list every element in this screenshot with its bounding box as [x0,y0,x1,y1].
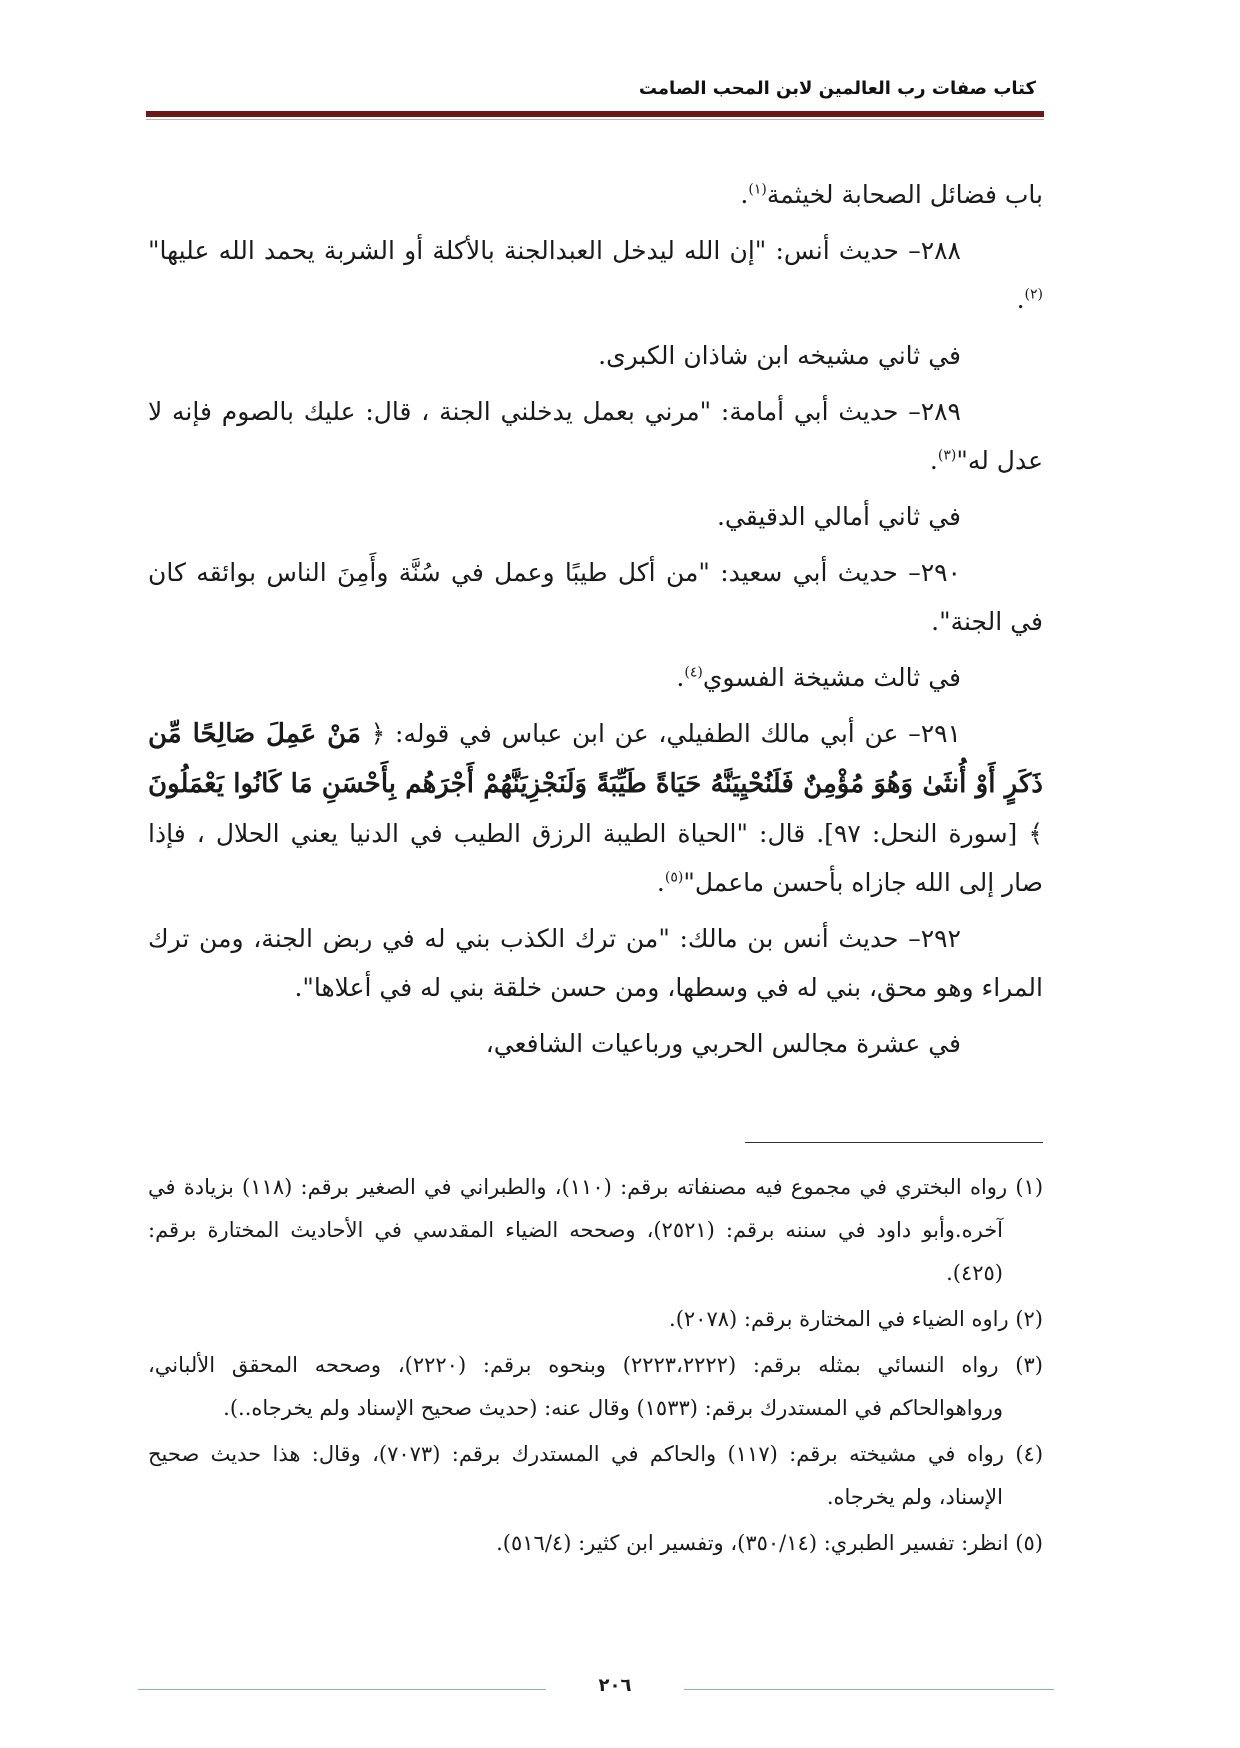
main-text [148,170,1043,1075]
footer-rule-right [684,1689,1054,1690]
hadith-text: ﴾ [سورة النحل: ٩٧]. قال: "الحياة الطيبة الرزق الطيب في الدنيا يعني الحلال ، فإذا صار إلى الله جازاه بأحسن ماعمل" [148,819,1043,897]
footnote-4: (٤) رواه في مشيخته برقم: (١١٧) والحاكم في المستدرك برقم: (٧٠٧٣)، وقال: هذا حديث صحيح الإسناد، ولم يخرجاه. [148,1442,1044,1509]
footnote-ref: (٥) [664,869,684,886]
header-rule [146,111,1044,117]
source-292: في عشرة مجالس الحربي ورباعيات الشافعي، [485,1029,961,1058]
hadith-text: ٢٨٩– حديث أبي أمامة: "مرني بعمل يدخلني الجنة ، قال: عليك بالصوم فإنه لا عدل له" [148,397,1043,475]
chapter-heading-text: باب فضائل الصحابة لخيثمة [766,180,1043,209]
hadith-292: ٢٩٢– حديث أنس بن مالك: "من ترك الكذب بني له في ربض الجنة، ومن ترك المراء وهو محق، بني له في وسطها، ومن حسن خلقة بني له في أعلاها". [148,924,1043,1002]
chapter-heading: باب فضائل الصحابة لخيثمة$^{(١)}$. [740,180,1043,209]
footnote-5: (٥) انظر: تفسير الطبري: (٣٥٠/١٤)، وتفسير ابن كثير: (٥١٦/٤). [496,1531,1043,1555]
hadith-text: ٢٨٨– حديث أنس: "إن الله ليدخل العبدالجنة بالأكلة أو الشربة يحمد الله عليها" [148,236,961,265]
footnote-separator [745,1142,1043,1143]
footer-rule-left [138,1689,546,1690]
hadith-288: ٢٨٨– حديث أنس: "إن الله ليدخل العبدالجنة بالأكلة أو الشربة يحمد الله عليها"$^{(٢)}$. [148,236,1043,314]
quran-verse: مَنْ عَمِلَ صَالِحًا مِّن ذَكَرٍ أَوْ أُنثَىٰ وَهُوَ مُؤْمِنٌ فَلَنُحْيِيَنَّهُ حَيَاةً طَيِّبَةً وَلَنَجْزِيَنَّهُمْ أَجْرَهُم بِأَحْسَنِ مَا كَانُوا يَعْمَلُونَ [148,719,1043,799]
running-header: كتاب صفات رب العالمين لابن المحب الصامت [638,78,1036,99]
footnote-ref: (٤) [684,664,703,681]
hadith-290: ٢٩٠– حديث أبي سعيد: "من أكل طيبًا وعمل في سُنَّة وأَمِنَ الناس بوائقه كان في الجنة". [148,558,1043,636]
footnote-3: (٣) رواه النسائي بمثله برقم: (٢٢٢٣،٢٢٢٢) وبنحوه برقم: (٢٢٢٠)، وصححه المحقق الألباني، ورواهوالحاكم في المستدرك برقم: (١٥٣٣) وقال عنه: (حديث صحيح الإسناد ولم يخرجاه..). [148,1353,1043,1420]
source-288: في ثاني مشيخه ابن شاذان الكبرى. [598,341,961,370]
source-text: في ثالث مشيخة الفسوي [702,663,961,692]
footnote-ref: (٣) [937,447,957,464]
footnote-ref: (٢) [1024,286,1043,303]
footnote-2: (٢) راوه الضياء في المختارة برقم: (٢٠٧٨). [669,1307,1043,1331]
footnote-ref: (١) [748,181,767,198]
source-289: في ثاني أمالي الدقيقي. [716,502,961,531]
hadith-intro: ٢٩١– عن أبي مالك الطفيلي، عن ابن عباس في قوله: ﴿ [370,719,961,748]
hadith-289: ٢٨٩– حديث أبي أمامة: "مرني بعمل يدخلني الجنة ، قال: عليك بالصوم فإنه لا عدل له"$^{(٣)}$. [148,397,1043,475]
hadith-291: ٢٩١– عن أبي مالك الطفيلي، عن ابن عباس في قوله: ﴿ مَنْ عَمِلَ صَالِحًا مِّن ذَكَرٍ أَوْ أُنثَىٰ وَهُوَ مُؤْمِنٌ فَلَنُحْيِيَنَّهُ حَيَاةً طَيِّبَةً وَلَنَجْزِيَنَّهُمْ أَجْرَهُم بِأَحْسَنِ مَا كَانُوا يَعْمَلُونَ ﴾ [سورة النحل: ٩٧]. قال: "الحياة الطيبة الرزق الطيب في الدنيا يعني الحلال ، فإذا صار إلى الله جازاه بأحسن ماعمل"$^{(٥)}$. [148,719,1043,897]
source-290: في ثالث مشيخة الفسوي$^{(٤)}$. [676,663,961,692]
header-rule-thin [146,119,1044,120]
footnote-1: (١) رواه البختري في مجموع فيه مصنفاته برقم: (١١٠)، والطبراني في الصغير برقم: (١١٨) بزيادة في آخره.وأبو داود في سننه برقم: (٢٥٢١)، وصححه الضياء المقدسي في الأحاديث المختارة برقم: (٤٢٥). [148,1175,1044,1285]
page-number: ٢٠٦ [598,1675,632,1696]
footnotes [148,1166,1043,1568]
